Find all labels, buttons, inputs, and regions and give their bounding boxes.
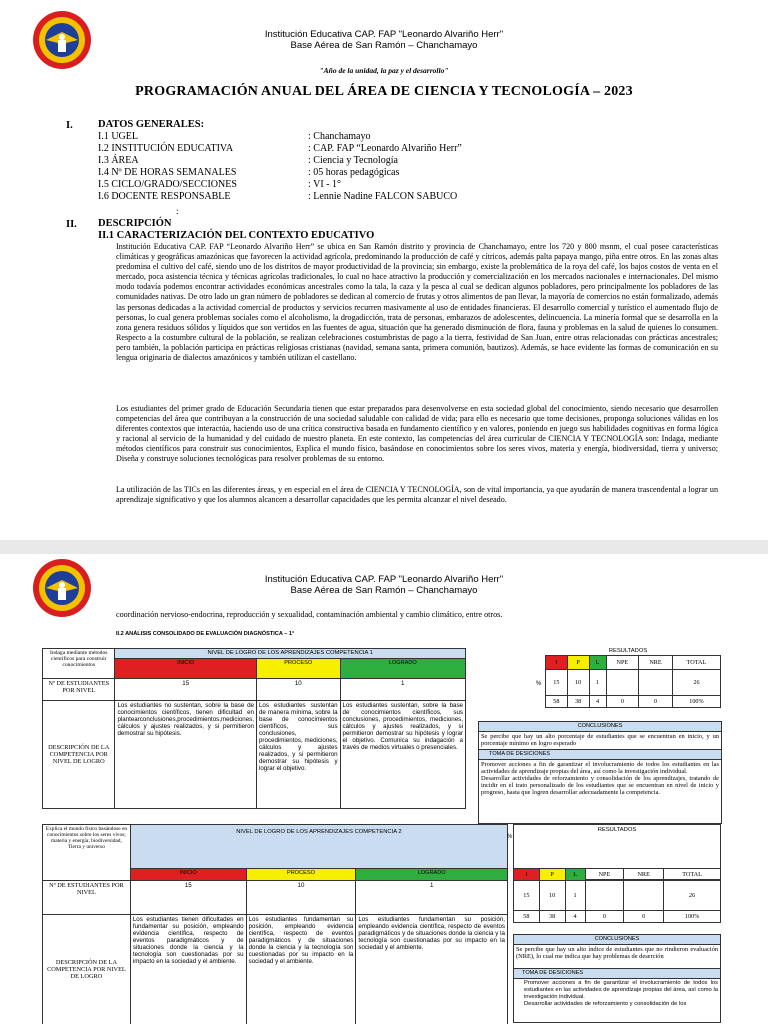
general-data-row (98, 167, 618, 178)
results-count-cell (585, 881, 623, 911)
page-separator (0, 540, 768, 554)
results-2-conclusions-text: Se percibe que hay un alto índice de estudiantes que no rindieron evaluación (NRE), lo cual me indica que hay problemas de deserción (514, 945, 721, 969)
results-1-conclusions-text: Se percibe que hay un alto porcentaje de estudiantes que se encuentran en inicio, y un porcentaje mínimo en logro esperado (479, 732, 722, 750)
results-1-table (545, 655, 721, 708)
results-2-title: RESULTADOS (514, 825, 721, 880)
general-data-row (98, 155, 618, 166)
results-2-percent-label: % (507, 834, 513, 840)
results-percent-cell: 58 (514, 911, 540, 923)
general-data-key: I.4 Nº DE HORAS SEMANALES (98, 167, 237, 178)
general-data-value: : 05 horas pedagógicas (308, 167, 400, 178)
institution-base-page2: Base Aérea de San Ramón – Chanchamayo (290, 585, 478, 596)
competence-2-count-logrado: 1 (356, 881, 508, 915)
general-data-row (98, 143, 618, 154)
year-motto: "Año de la unidad, la paz y el desarrollo" (319, 66, 449, 75)
context-paragraph-1: Institución Educativa CAP. FAP “Leonardo Alvariño Herr” se ubica en San Ramón distrito y provincia de Chanchamayo, entre los 720 y 800 msnm, el cual posee características climáticas y geográficas amazónicas que favorecen la actividad agrícola, predominando la producción de café y cítricos, además palta papaya mango, piña entre otros. En las zonas altas predomina el cultivo del café, siendo uno de los distritos de mayor productividad de la provincia; sin embargo, existe la problemática de la roya del café, los bajos costos de venta en el mercado, poca asistencia técnica y técnicas agrícolas tradicionales, lo cual no hace atractivo la producción y comercialización en los mercados nacionales e internacionales. Del mismo modo todavía podemos encontrar actividades económicas ancestrales como la tala, la caza y la pesca al cual se dedican algunos pobladores, pero principalmente los pobladores de las comunidades nativas. De otro lado un gran número de pobladores se dedican al comercio de frutas y otros alimentos de pan llevar, la mayoría de comercios no están formalizado, además las personas dedicadas a la actividad comercial de productos y servicios recurren masivamente al uso de entidades financieras. El desarrollo comercial y turístico el aumentado flujo de personas, lo cual genera problemas sociales como el alcoholismo, la drogadicción, trata de personas, embarazos de adolescentes, delincuencia. La minería formal que se desarrolla en la zona genera residuos sólidos y líquidos que son vertidos en las fuentes de agua, situación que ha generado disminución de flora, fauna y problemas en la salud de quienes lo consumen. Respecto a la costumbre cultural de la población, se realizan celebraciones costumbristas de pago a la tierra, festividad de San Juan, entre otras relacionadas con prácticas ancestrales; pero también, la población participa en prácticas religiosas cristianas (navidad, semana santa, primera comunión, bautizos). Además, se hace evidente las formas de comunicación en su lengua originaria de dialectos amazónicos y también utilizan el castellano. (116, 242, 718, 363)
results-percent-cell: 100% (672, 696, 720, 708)
results-count-cell: 26 (672, 670, 720, 696)
results-col-header: TOTAL (664, 869, 721, 881)
general-data-value: : Chanchamayo (308, 131, 371, 142)
general-data-row (98, 179, 618, 190)
results-1-decisions-cell (479, 760, 722, 824)
general-data-key: I.3 ÁREA (98, 155, 139, 166)
results-count-cell (606, 670, 639, 696)
results-percent-cell: 100% (664, 911, 721, 923)
competence-1-logrado-header: LOGRADO (340, 659, 465, 679)
results-count-cell: 15 (514, 881, 540, 911)
section-1-number: I. (66, 120, 73, 131)
results-count-cell: 1 (565, 881, 585, 911)
competence-1-count-label: Nº DE ESTUDIANTES POR NIVEL (43, 679, 115, 701)
results-percent-cell: 0 (624, 911, 664, 923)
results-percent-cell: 4 (565, 911, 585, 923)
results-2-decisions-cell (514, 979, 721, 1023)
competence-2-header: NIVEL DE LOGRO DE LOS APRENDIZAJES COMPETENCIA 2 (130, 825, 507, 869)
results-1-decisions-text-1: Promover acciones a fin de garantizar el involucramiento de todos los estudiantes en las actividades de aprendizaje propias del área, así como la investigación individual. (481, 761, 719, 775)
results-percent-cell: 0 (639, 696, 673, 708)
results-col-header: P (539, 869, 565, 881)
results-2-decisions-title: TOMA DE DESICIONES (514, 969, 721, 979)
results-col-header: NPE (606, 656, 639, 670)
competence-1-table (42, 648, 466, 809)
competence-1-desc-proceso: Los estudiantes sustentan de manera mínima, sobre la base de conocimientos científicos, sus conclusiones, procedimientos, mediciones, cálculos y ajustes realizados, y si permitieron demostrar su hipótesis y lograr el objetivo. (256, 701, 340, 809)
results-2-conclusions-table (513, 934, 721, 1023)
results-2-decisions-text-1: Promover acciones a fin de garantizar el involucramiento de todos los estudiantes en las actividades de aprendizaje propias del área, así como la investigación individual. (524, 980, 718, 1000)
results-1-conclusions-table (478, 721, 722, 824)
page-title: PROGRAMACIÓN ANUAL DEL ÁREA DE CIENCIA Y TECNOLOGÍA – 2023 (135, 84, 633, 99)
competence-1-desc-label: DESCRIPCIÓN DE LA COMPETENCIA POR NIVEL DE LOGRO (43, 701, 115, 809)
competence-2-desc-label: DESCRIPCIÓN DE LA COMPETENCIA POR NIVEL DE LOGRO (43, 915, 131, 1024)
results-count-cell: 10 (539, 881, 565, 911)
competence-2-logrado-header: LOGRADO (356, 869, 508, 881)
results-col-header: L (565, 869, 585, 881)
competence-2-desc-logrado: Los estudiantes fundamentan su posición, empleando evidencia científica, respecto de eventos paradigmáticos y de situaciones donde la ciencia y la tecnología son cuestionadas por su impacto en la sociedad y el ambiente. (356, 915, 508, 1024)
results-count-cell: 1 (589, 670, 606, 696)
results-1-conclusions-title: CONCLUSIONES (479, 722, 722, 732)
results-percent-cell: 38 (539, 911, 565, 923)
continuation-text: coordinación nervioso-endocrina, reproducción y sexualidad, contaminación ambiental y cambio climático, entre otros. (116, 610, 503, 619)
competence-2-inicio-header: INICIO (130, 869, 246, 881)
results-count-cell: 10 (567, 670, 589, 696)
competence-1-count-inicio: 15 (115, 679, 257, 701)
general-data-value: : Lennie Nadine FALCON SABUCO (308, 191, 458, 202)
stray-colon: : (176, 206, 179, 216)
results-2-table (513, 868, 721, 923)
competence-2-count-proceso: 10 (246, 881, 356, 915)
competence-2-desc-proceso: Los estudiantes fundamentan su posición, empleando evidencia científica, respecto de eventos paradigmáticos y de situaciones donde la ciencia y la tecnología son cuestionadas por su impacto en la sociedad y el ambiente. (246, 915, 356, 1024)
competence-1-header: NIVEL DE LOGRO DE LOS APRENDIZAJES COMPETENCIA 1 (115, 649, 466, 659)
competence-2-table (42, 824, 508, 1024)
competence-2-proceso-header: PROCESO (246, 869, 356, 881)
results-percent-cell: 4 (589, 696, 606, 708)
results-col-header: I (546, 656, 568, 670)
general-data-value: : VI - 1° (308, 179, 341, 190)
context-paragraph-2: Los estudiantes del primer grado de Educación Secundaria tienen que estar preparados para desenvolverse en esta sociedad global del conocimiento, siendo necesario que desarrollen competencias del área que contribuyan a la construcción de una sociedad saludable con calidad de vida; para ello es necesario que tome decisiones, proponga soluciones válidas en los diferentes contextos que interactúa, haciendo uso de una crítica constructiva basada en fundamento científico y en valores, poniendo en juego sus habilidades cognitivas en forma lógica y racional al servicio de la humanidad y del cuidado de nuestro planeta. En este contexto, las competencias del área curricular de CIENCIA Y TECNOLOGÍA son: Indaga, mediante métodos científicos para construir sus conocimientos, Explica el mundo físico, basándose en conocimientos sobre los seres vivos, materia y energía, biodiversidad, tierra y universo; Diseña y construye soluciones tecnológicas para resolver problemas de su entorno. (116, 404, 718, 464)
results-1-title: RESULTADOS (608, 648, 648, 654)
results-count-cell (624, 881, 664, 911)
competence-2-name: Explica el mundo físico basándose en conocimientos sobre los seres vivos; materia y energía; biodiversidad, Tierra y universo (43, 825, 131, 881)
results-col-header: TOTAL (672, 656, 720, 670)
results-col-header: NRE (639, 656, 673, 670)
competence-1-name: Indaga mediante métodos científicos para construir conocimientos (43, 649, 115, 679)
section-1-title: DATOS GENERALES: (98, 119, 205, 130)
results-col-header: L (589, 656, 606, 670)
results-col-header: NRE (624, 869, 664, 881)
institution-name: Institución Educativa CAP. FAP "Leonardo Alvariño Herr" (264, 29, 504, 40)
results-2-decisions-text-2: Desarrollar actividades de reforzamiento y consolidación de los (524, 1001, 687, 1007)
document-page-2 (0, 554, 768, 1024)
section-2-subtitle: II.1 CARACTERIZACIÓN DEL CONTEXTO EDUCATIVO (98, 230, 375, 241)
competence-1-desc-logrado: Los estudiantes sustentan, sobre la base de conocimientos científicos, sus conclusiones, procedimientos, mediciones, cálculos y ajustes realizados, y si permitieron demostrar su hipótesis y lograr el objetivo. Comunica su indagación a través de medios virtuales o presenciales. (340, 701, 465, 809)
general-data-value: : Ciencia y Tecnología (308, 155, 398, 166)
context-paragraph-3: La utilización de las TICs en las diferentes áreas, y en especial en el área de CIENCIA Y TECNOLOGÍA, son de vital importancia, ya que ayudarán de manera trascendental a lograr un aprendizaje significativo y que los alumnos alcancen a desarrollar capacidades que les permita alcanzar el nivel deseado. (116, 485, 718, 505)
results-percent-cell: 0 (606, 696, 639, 708)
results-percent-cell: 0 (585, 911, 623, 923)
general-data-value: : CAP. FAP “Leonardo Alvariño Herr” (308, 143, 462, 154)
general-data-key: I.2 INSTITUCIÓN EDUCATIVA (98, 143, 234, 154)
competence-1-count-proceso: 10 (256, 679, 340, 701)
results-percent-cell: 38 (567, 696, 589, 708)
institution-base: Base Aérea de San Ramón – Chanchamayo (290, 40, 478, 51)
competence-2-desc-inicio: Los estudiantes tienen dificultades en fundamentar su posición, empleando evidencia científica, respecto de eventos paradigmáticos y de situaciones donde la ciencia y la tecnología son cuestionadas por su impacto en la sociedad y el ambiente. (130, 915, 246, 1024)
competence-2-count-inicio: 15 (130, 881, 246, 915)
competence-2-count-label: Nº DE ESTUDIANTES POR NIVEL (43, 881, 131, 915)
general-data-key: I.1 UGEL (98, 131, 138, 142)
results-count-cell: 15 (546, 670, 568, 696)
competence-1-count-logrado: 1 (340, 679, 465, 701)
general-data-key: I.5 CICLO/GRADO/SECCIONES (98, 179, 237, 190)
competence-1-proceso-header: PROCESO (256, 659, 340, 679)
results-2-conclusions-title: CONCLUSIONES (514, 935, 721, 945)
results-col-header: P (567, 656, 589, 670)
results-1-decisions-title: TOMA DE DESICIONES (479, 750, 722, 760)
institution-name-page2: Institución Educativa CAP. FAP "Leonardo Alvariño Herr" (264, 574, 504, 585)
section-2-title: DESCRIPCIÓN (98, 218, 172, 229)
results-col-header: I (514, 869, 540, 881)
results-count-cell: 26 (664, 881, 721, 911)
competence-1-desc-inicio: Los estudiantes no sustentan, sobre la base de conocimientos científicos, tienen dificultad en plantearconclusiones,procedimientos,mediciones, cálculos y ajustes realizados, y si permitieron demostrar su hipótesis. (115, 701, 257, 809)
section-2-number: II. (66, 219, 77, 230)
general-data-key: I.6 DOCENTE RESPONSABLE (98, 191, 231, 202)
analysis-subtitle: II.2 ANÁLISIS CONSOLIDADO DE EVALUACIÓN DIAGNÓSTICA – 1° (116, 631, 295, 637)
results-count-cell (639, 670, 673, 696)
results-percent-cell: 58 (546, 696, 568, 708)
competence-1-inicio-header: INICIO (115, 659, 257, 679)
general-data-row (98, 191, 618, 202)
results-col-header: NPE (585, 869, 623, 881)
results-1-percent-label: % (536, 681, 542, 687)
results-1-decisions-text-2: Desarrollar actividades de reforzamiento y consolidación de los aprendizajes, tratando de incidir en el trato personalizado de los estudiantes que se encuentran en nivel de inicio y progreso, hasta que logren desarrollar adecuadamente la competencia. (481, 775, 719, 796)
general-data-row (98, 131, 618, 142)
